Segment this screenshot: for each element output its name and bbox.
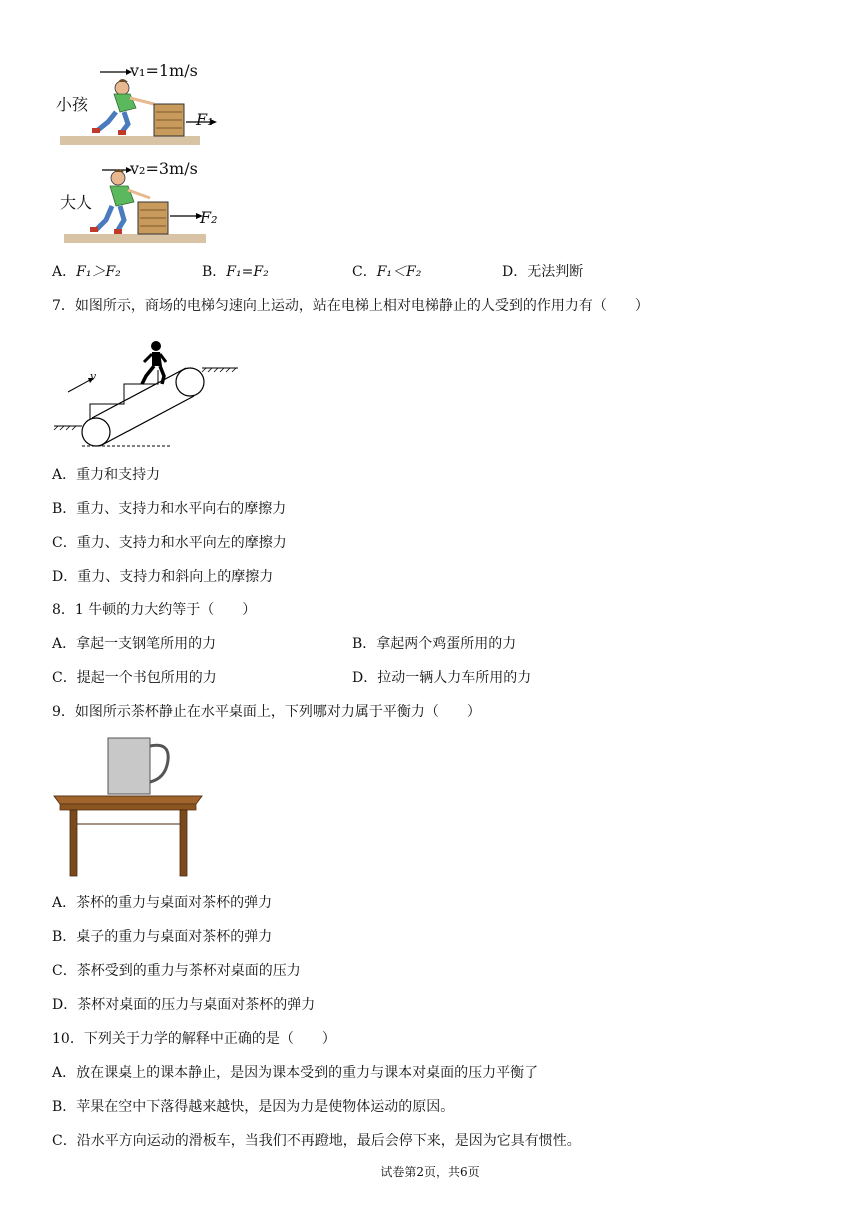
q7-option-b[interactable]: B．重力、支持力和水平向右的摩擦力 [52, 501, 287, 517]
q9-stem: 9．如图所示茶杯静止在水平桌面上，下列哪对力属于平衡力（ ） [52, 704, 481, 720]
q6-option-a-text: F₁＞F₂ [76, 264, 121, 280]
q9-option-b[interactable]: B．桌子的重力与桌面对茶杯的弹力 [52, 929, 273, 945]
q8-option-b[interactable]: B．拿起两个鸡蛋所用的力 [352, 636, 517, 652]
q6-option-c-text: F₁＜F₂ [376, 264, 422, 280]
adult-velocity-label: v₂=3m/s [130, 159, 198, 178]
child-label: 小孩 [56, 95, 89, 114]
q6-figure [52, 58, 222, 248]
q9-option-c[interactable]: C．茶杯受到的重力与茶杯对桌面的压力 [52, 963, 301, 979]
q9-option-d[interactable]: D．茶杯对桌面的压力与桌面对茶杯的弹力 [52, 997, 316, 1013]
q7-option-c[interactable]: C．重力、支持力和水平向左的摩擦力 [52, 535, 287, 551]
q8-stem: 8．1 牛顿的力大约等于（ ） [52, 602, 257, 618]
q6-option-b-letter: B． [202, 264, 227, 280]
q6-option-c[interactable] [352, 262, 421, 282]
q8-option-d[interactable]: D．拉动一辆人力车所用的力 [352, 670, 532, 686]
q6-figure-drawing [52, 58, 222, 248]
q10-option-c[interactable]: C．沿水平方向运动的滑板车，当我们不再蹬地，最后会停下来，是因为它具有惯性。 [52, 1133, 581, 1149]
child-force-label: F₁ [196, 110, 214, 129]
adult-force-label: F₂ [200, 208, 218, 227]
q8-option-a[interactable]: A．拿起一支钢笔所用的力 [52, 636, 217, 652]
q7-option-d[interactable]: D．重力、支持力和斜向上的摩擦力 [52, 569, 274, 585]
q10-option-b[interactable]: B．苹果在空中下落得越来越快，是因为力是使物体运动的原因。 [52, 1099, 455, 1115]
escalator-drawing [52, 336, 242, 452]
q6-option-d-letter: D． [502, 264, 528, 280]
q7-stem: 7．如图所示，商场的电梯匀速向上运动，站在电梯上相对电梯静止的人受到的作用力有（ ） [52, 298, 649, 314]
q6-option-a[interactable] [52, 262, 121, 282]
q6-option-b[interactable] [202, 262, 269, 282]
q7-escalator-figure [52, 336, 242, 452]
q9-teacup-table-figure [52, 734, 206, 880]
q6-option-a-letter: A． [52, 264, 77, 280]
teacup-table-drawing [52, 734, 206, 880]
adult-label: 大人 [60, 193, 93, 212]
page-footer: 试卷第2页，共6页 [380, 1165, 480, 1179]
q6-option-d-text: 无法判断 [527, 264, 584, 280]
q6-option-d[interactable] [502, 262, 583, 282]
q6-option-b-text: F₁=F₂ [226, 264, 269, 280]
escalator-velocity-label: v [90, 370, 97, 383]
q9-option-a[interactable]: A．茶杯的重力与桌面对茶杯的弹力 [52, 895, 273, 911]
q10-option-a[interactable]: A．放在课桌上的课本静止，是因为课本受到的重力与课本对桌面的压力平衡了 [52, 1065, 539, 1081]
q10-stem: 10．下列关于力学的解释中正确的是（ ） [52, 1031, 336, 1047]
q6-option-c-letter: C． [352, 264, 377, 280]
q7-option-a[interactable]: A．重力和支持力 [52, 467, 161, 483]
child-velocity-label: v₁=1m/s [130, 61, 198, 80]
q8-option-c[interactable]: C．提起一个书包所用的力 [52, 670, 217, 686]
